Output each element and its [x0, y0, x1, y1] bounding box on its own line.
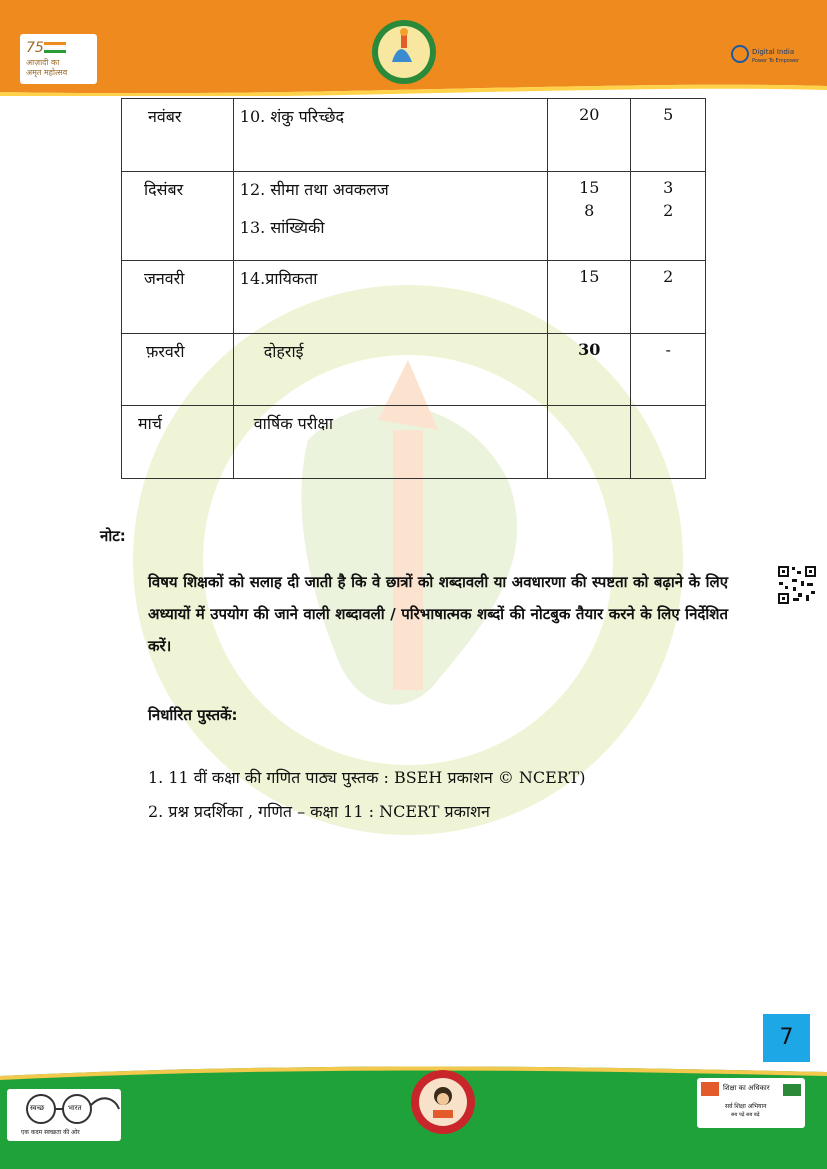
periods-cell: [548, 406, 631, 479]
table-row: [122, 334, 706, 406]
topic-cell: दोहराई: [233, 334, 547, 406]
periods-cell: 30: [548, 334, 631, 406]
shiksha-title: शिक्षा का अधिकार: [723, 1084, 770, 1092]
qr-code-icon[interactable]: [777, 565, 817, 605]
table-row: [122, 99, 706, 172]
periods-cell: 15: [548, 261, 631, 334]
month-cell: जनवरी: [122, 261, 234, 334]
table-row: [122, 406, 706, 479]
book-item: 2. प्रश्न प्रदर्शिका , गणित – कक्षा 11 : NCERT प्रकाशन: [148, 802, 490, 821]
marks-cell: -: [631, 334, 706, 406]
marks-cell: 5: [631, 99, 706, 172]
note-label: नोट:: [100, 527, 126, 545]
topic-cell: 12. सीमा तथा अवकलज 13. सांख्यिकी: [233, 172, 547, 261]
table-row: [122, 261, 706, 334]
digital-india-logo: [726, 36, 804, 72]
shiksha-ka-adhikar-logo: [697, 1078, 805, 1128]
prescribed-books-title: निर्धारित पुस्तकें:: [148, 706, 238, 724]
bharat-word: भारत: [68, 1104, 82, 1112]
periods-cell: 15 8: [548, 172, 631, 261]
month-cell: मार्च: [122, 406, 234, 479]
marks-cell: [631, 406, 706, 479]
azadi-line-1: आज़ादी का: [26, 58, 60, 67]
sarva-shiksha-text: सर्व शिक्षा अभियान: [725, 1103, 767, 1110]
digital-india-tagline: Power To Empower: [752, 58, 800, 64]
azadi-line-2: अमृत महोत्सव: [26, 68, 68, 77]
beti-bachao-beti-padhao-logo-icon: [411, 1070, 475, 1134]
header-banner: [0, 0, 827, 96]
shiksha-tagline: सब पढ़ें सब बढ़ें: [731, 1112, 760, 1118]
note-text: विषय शिक्षकों को सलाह दी जाती है कि वे छात्रों को शब्दावली या अवधारणा की स्पष्टता को बढ़ाने के लिए अध्यायों में उपयोग की जाने वाली शब्दावली / परिभाषात्मक शब्दों की नोटबुक तैयार करने के लिए निर्देशित करें।: [148, 573, 728, 655]
azadi-ka-amrit-mahotsav-logo: [20, 34, 97, 84]
swachh-tagline: एक कदम स्वच्छता की ओर: [21, 1129, 80, 1136]
marks-cell: 3 2: [631, 172, 706, 261]
swachh-word: स्वच्छ: [30, 1104, 45, 1112]
board-emblem-icon: [372, 20, 436, 84]
topic-cell: वार्षिक परीक्षा: [233, 406, 547, 479]
swachh-bharat-logo: [7, 1089, 121, 1141]
table-row: [122, 172, 706, 261]
month-cell: दिसंबर: [122, 172, 234, 261]
page-number: 7: [763, 1014, 810, 1062]
month-cell: फ़रवरी: [122, 334, 234, 406]
marks-cell: 2: [631, 261, 706, 334]
book-item: 1. 11 वीं कक्षा की गणित पाठ्य पुस्तक : BSEH प्रकाशन © NCERT): [148, 768, 586, 787]
periods-cell: 20: [548, 99, 631, 172]
topic-cell: 10. शंकु परिच्छेद: [233, 99, 547, 172]
syllabus-table: [121, 98, 706, 479]
topic-cell: 14.प्रायिकता: [233, 261, 547, 334]
digital-india-title: Digital India: [752, 48, 795, 56]
month-cell: नवंबर: [122, 99, 234, 172]
svg-text:75: 75: [26, 40, 44, 56]
